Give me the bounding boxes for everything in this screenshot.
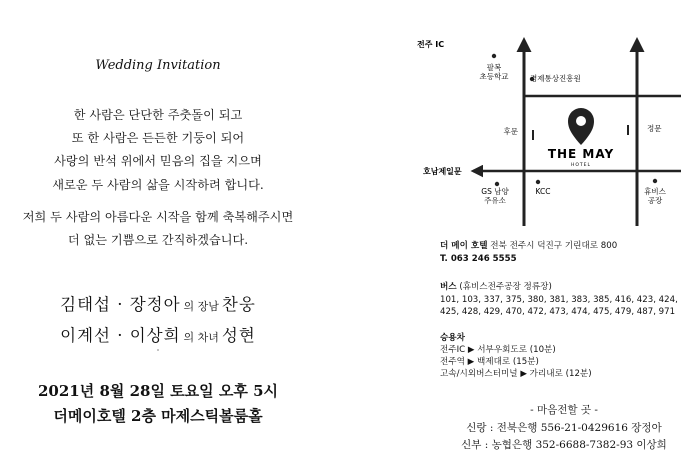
location-pin-icon bbox=[568, 108, 594, 145]
groom-family-line bbox=[0, 291, 316, 315]
bride-name: 성현 bbox=[221, 326, 256, 345]
label-kcc: KCC bbox=[535, 187, 551, 196]
bride-parents: 이계선 · 이상희 bbox=[60, 326, 181, 345]
poem-line: 또 한 사람은 든든한 기둥이 되어 bbox=[71, 131, 245, 146]
bride-relation: 의 차녀 bbox=[183, 331, 219, 344]
label-honam-gate: 호남제일문 bbox=[423, 167, 462, 176]
groom-name: 찬웅 bbox=[221, 295, 256, 314]
gs-station-dot bbox=[495, 182, 499, 186]
hotel-address: 전북 전주시 덕진구 기린대로 800 bbox=[490, 241, 618, 251]
bride-family-line bbox=[0, 322, 316, 346]
groom-parents: 김태섭 · 장정아 bbox=[60, 295, 181, 314]
label-school-2: 초등학교 bbox=[479, 72, 509, 81]
bus-stop: (휴비스전주공장 정류장) bbox=[459, 282, 552, 292]
car-title: 승용차 bbox=[440, 333, 465, 343]
school-dot bbox=[492, 54, 496, 58]
event-date: 2021년 8월 28일 토요일 오후 5시 bbox=[37, 382, 279, 400]
label-gs-2: 주유소 bbox=[484, 196, 506, 205]
bus-heading bbox=[440, 281, 552, 294]
poem-line: 한 사람은 단단한 주춧돌이 되고 bbox=[73, 108, 243, 122]
bus-title: 버스 bbox=[440, 282, 457, 292]
label-front-gate: 정문 bbox=[647, 124, 662, 133]
car-route: 고속/시외버스터미널 ▶ 가리내로 (12분) bbox=[440, 369, 592, 379]
request-line: 저희 두 사람의 아름다운 시작을 함께 축복해주시면 bbox=[22, 210, 294, 224]
label-gs-1: GS 남양 bbox=[481, 187, 509, 196]
car-route: 전주역 ▶ 백제대로 (15분) bbox=[440, 357, 539, 367]
label-hyu-1: 휴비스 bbox=[644, 187, 666, 196]
invitation-panel bbox=[0, 0, 348, 469]
hotel-address-line bbox=[440, 240, 617, 253]
separator-dot: ˙ bbox=[155, 349, 161, 360]
poem-block bbox=[0, 104, 316, 197]
groom-relation: 의 장남 bbox=[183, 300, 219, 313]
request-block bbox=[0, 206, 316, 252]
event-venue: 더메이호텔 2층 마제스틱볼룸홀 bbox=[53, 407, 263, 425]
poem-line: 새로운 두 사람의 삶을 시작하려 합니다. bbox=[52, 177, 264, 192]
car-route: 전주IC ▶ 서부우회도로 (10분) bbox=[440, 345, 556, 355]
location-map bbox=[415, 30, 685, 230]
hotel-logo-sub: HOTEL bbox=[570, 163, 592, 168]
hotel-logo-main: THE MAY bbox=[547, 147, 615, 161]
hotel-name: 더 메이 호텔 bbox=[440, 241, 488, 251]
label-back-gate: 후문 bbox=[503, 127, 518, 136]
request-line: 더 없는 기쁨으로 간직하겠습니다. bbox=[67, 233, 249, 248]
hyu-factory-dot bbox=[653, 179, 657, 183]
bus-routes-1: 101, 103, 337, 375, 380, 381, 383, 385, 416, 423, 424, bbox=[440, 295, 678, 305]
poem-line: 사랑의 반석 위에서 믿음의 집을 지으며 bbox=[54, 154, 262, 169]
label-hyu-2: 공장 bbox=[647, 196, 663, 205]
invitation-title: Wedding Invitation bbox=[95, 58, 221, 73]
bus-routes-2: 425, 428, 429, 470, 472, 473, 474, 475, 479, 487, 971 bbox=[440, 307, 676, 317]
label-school-1: 팔복 bbox=[486, 63, 502, 72]
label-jeonju-ic: 전주 IC bbox=[417, 40, 445, 49]
hotel-phone: T. 063 246 5555 bbox=[440, 254, 517, 264]
gift-title: - 마음전할 곳 - bbox=[530, 404, 598, 416]
kcc-dot bbox=[536, 180, 540, 184]
bride-account: 신부 : 농협은행 352-6688-7382-93 이상희 bbox=[461, 439, 667, 451]
groom-account: 신랑 : 전북은행 556-21-0429616 장정아 bbox=[466, 422, 662, 434]
label-promotion-center: 경제통상진흥원 bbox=[530, 74, 581, 83]
